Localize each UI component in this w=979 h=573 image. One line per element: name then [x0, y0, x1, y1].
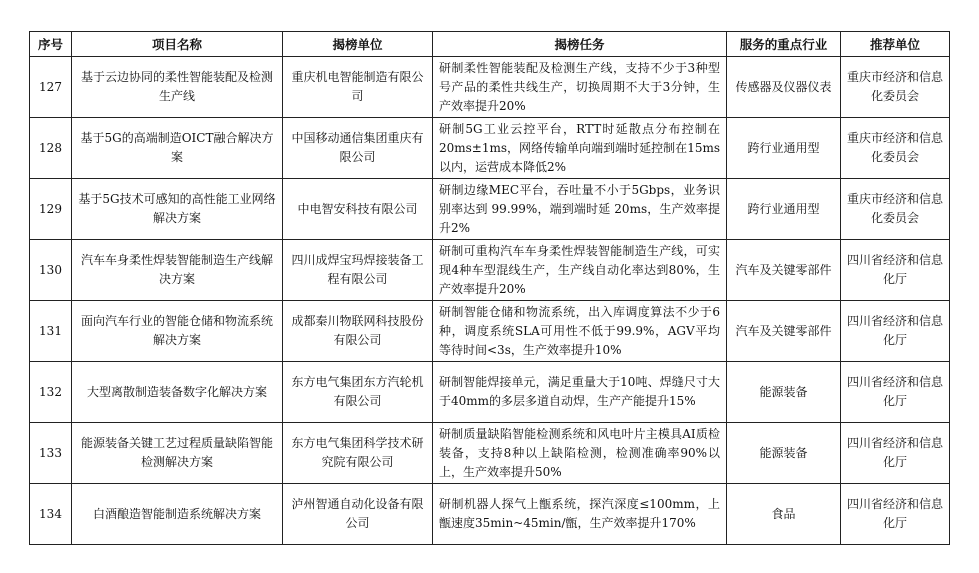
cell-no: 129 — [30, 179, 72, 240]
table-row — [30, 57, 950, 118]
cell-industry: 跨行业通用型 — [727, 179, 841, 240]
header-unit: 揭榜单位 — [283, 32, 433, 57]
project-table — [29, 31, 950, 545]
cell-recommender: 重庆市经济和信息化委员会 — [841, 118, 950, 179]
cell-recommender: 重庆市经济和信息化委员会 — [841, 57, 950, 118]
header-industry: 服务的重点行业 — [727, 32, 841, 57]
cell-unit: 中电智安科技有限公司 — [283, 179, 433, 240]
cell-no: 130 — [30, 240, 72, 301]
cell-unit: 东方电气集团科学技术研究院有限公司 — [283, 423, 433, 484]
cell-no: 128 — [30, 118, 72, 179]
table-row — [30, 301, 950, 362]
header-row — [30, 32, 950, 57]
table-body — [30, 57, 950, 545]
cell-industry: 能源装备 — [727, 423, 841, 484]
cell-no: 134 — [30, 484, 72, 545]
cell-no: 131 — [30, 301, 72, 362]
table-row — [30, 423, 950, 484]
table-row — [30, 118, 950, 179]
header-project-name: 项目名称 — [72, 32, 283, 57]
cell-task: 研制边缘MEC平台，吞吐量不小于5Gbps，业务识别率达到 99.99%，端到端时延 20ms，生产效率提升2% — [433, 179, 727, 240]
cell-recommender: 四川省经济和信息化厅 — [841, 423, 950, 484]
cell-project-name: 面向汽车行业的智能仓储和物流系统解决方案 — [72, 301, 283, 362]
cell-industry: 汽车及关键零部件 — [727, 301, 841, 362]
cell-industry: 食品 — [727, 484, 841, 545]
header-task: 揭榜任务 — [433, 32, 727, 57]
cell-unit: 东方电气集团东方汽轮机有限公司 — [283, 362, 433, 423]
table-row — [30, 240, 950, 301]
cell-project-name: 汽车车身柔性焊装智能制造生产线解决方案 — [72, 240, 283, 301]
table-row — [30, 484, 950, 545]
cell-industry: 跨行业通用型 — [727, 118, 841, 179]
cell-task: 研制机器人探气上甑系统，探汽深度≤100mm，上甑速度35min~45min/甑，生产效率提升170% — [433, 484, 727, 545]
table-row — [30, 179, 950, 240]
cell-unit: 重庆机电智能制造有限公司 — [283, 57, 433, 118]
cell-industry: 汽车及关键零部件 — [727, 240, 841, 301]
cell-recommender: 四川省经济和信息化厅 — [841, 240, 950, 301]
cell-task: 研制智能焊接单元，满足重量大于10吨、焊缝尺寸大于40mm的多层多道自动焊，生产产能提升15% — [433, 362, 727, 423]
cell-recommender: 重庆市经济和信息化委员会 — [841, 179, 950, 240]
cell-task: 研制质量缺陷智能检测系统和风电叶片主模具AI质检装备，支持8种以上缺陷检测，检测准确率90%以上，生产效率提升50% — [433, 423, 727, 484]
cell-task: 研制柔性智能装配及检测生产线，支持不少于3种型号产品的柔性共线生产，切换周期不大于3分钟，生产效率提升20% — [433, 57, 727, 118]
header-no: 序号 — [30, 32, 72, 57]
cell-project-name: 大型离散制造装备数字化解决方案 — [72, 362, 283, 423]
cell-no: 132 — [30, 362, 72, 423]
cell-project-name: 白酒酿造智能制造系统解决方案 — [72, 484, 283, 545]
cell-recommender: 四川省经济和信息化厅 — [841, 484, 950, 545]
cell-project-name: 基于云边协同的柔性智能装配及检测生产线 — [72, 57, 283, 118]
page-wrapper — [29, 31, 950, 545]
table-row — [30, 362, 950, 423]
header-recommender: 推荐单位 — [841, 32, 950, 57]
cell-industry: 传感器及仪器仪表 — [727, 57, 841, 118]
cell-project-name: 基于5G的高端制造OICT融合解决方案 — [72, 118, 283, 179]
cell-unit: 成都秦川物联网科技股份有限公司 — [283, 301, 433, 362]
cell-task: 研制智能仓储和物流系统，出入库调度算法不少于6种，调度系统SLA可用性不低于99.9%，AGV平均等待时间<3s，生产效率提升10% — [433, 301, 727, 362]
cell-task: 研制5G工业云控平台，RTT时延散点分布控制在20ms±1ms，网络传输单向端到端时延控制在15ms以内，运营成本降低2% — [433, 118, 727, 179]
cell-recommender: 四川省经济和信息化厅 — [841, 362, 950, 423]
cell-unit: 四川成焊宝玛焊接装备工程有限公司 — [283, 240, 433, 301]
cell-task: 研制可重构汽车车身柔性焊装智能制造生产线，可实现4种车型混线生产，生产线自动化率达到80%，生产效率提升20% — [433, 240, 727, 301]
cell-unit: 泸州智通自动化设备有限公司 — [283, 484, 433, 545]
cell-no: 127 — [30, 57, 72, 118]
cell-project-name: 能源装备关键工艺过程质量缺陷智能检测解决方案 — [72, 423, 283, 484]
cell-unit: 中国移动通信集团重庆有限公司 — [283, 118, 433, 179]
cell-industry: 能源装备 — [727, 362, 841, 423]
cell-project-name: 基于5G技术可感知的高性能工业网络解决方案 — [72, 179, 283, 240]
cell-no: 133 — [30, 423, 72, 484]
table-header — [30, 32, 950, 57]
cell-recommender: 四川省经济和信息化厅 — [841, 301, 950, 362]
